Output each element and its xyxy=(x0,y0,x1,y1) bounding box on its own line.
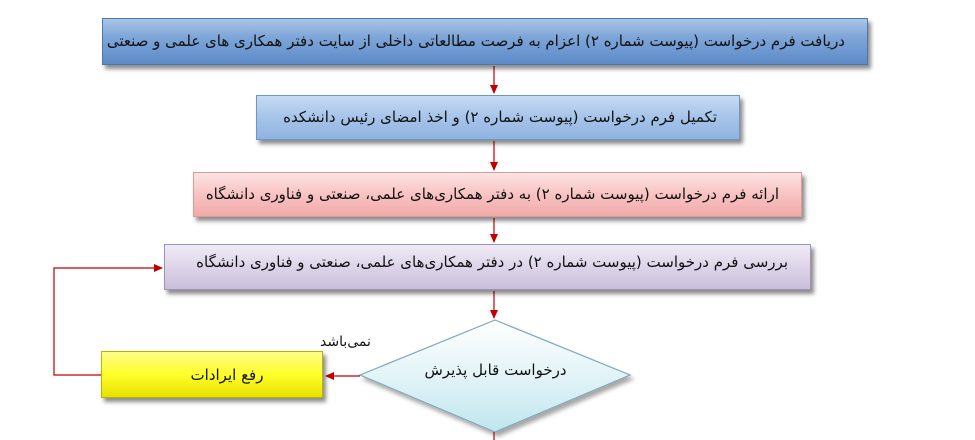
step-1-text: دریافت فرم درخواست (پیوست شماره ۲) اعزام به فرصت مطالعاتی داخلی از سایت دفتر همکاری های علمی و صنعتی xyxy=(106,31,845,50)
step-4-text: بررسی فرم درخواست (پیوست شماره ۲) در دفتر همکاری‌های علمی، صنعتی و فناوری دانشگاه xyxy=(196,253,788,271)
step-4-box xyxy=(164,244,811,290)
step-1-box xyxy=(102,18,868,65)
fix-issues-text: رفع ایرادات xyxy=(190,365,264,384)
decision-text: درخواست قابل پذیرش xyxy=(424,361,567,379)
step-3-box xyxy=(193,172,802,217)
step-3-text: ارائه فرم درخواست (پیوست شماره ۲) به دفتر همکاری‌های علمی، صنعتی و فناوری دانشگاه xyxy=(205,184,779,203)
step-2-box xyxy=(256,95,740,140)
fix-issues-box xyxy=(101,351,323,398)
no-branch-label: نمی‌باشد xyxy=(320,334,371,350)
step-2-text: تکمیل فرم درخواست (پیوست شماره ۲) و اخذ امضای رئیس دانشکده xyxy=(283,107,717,126)
